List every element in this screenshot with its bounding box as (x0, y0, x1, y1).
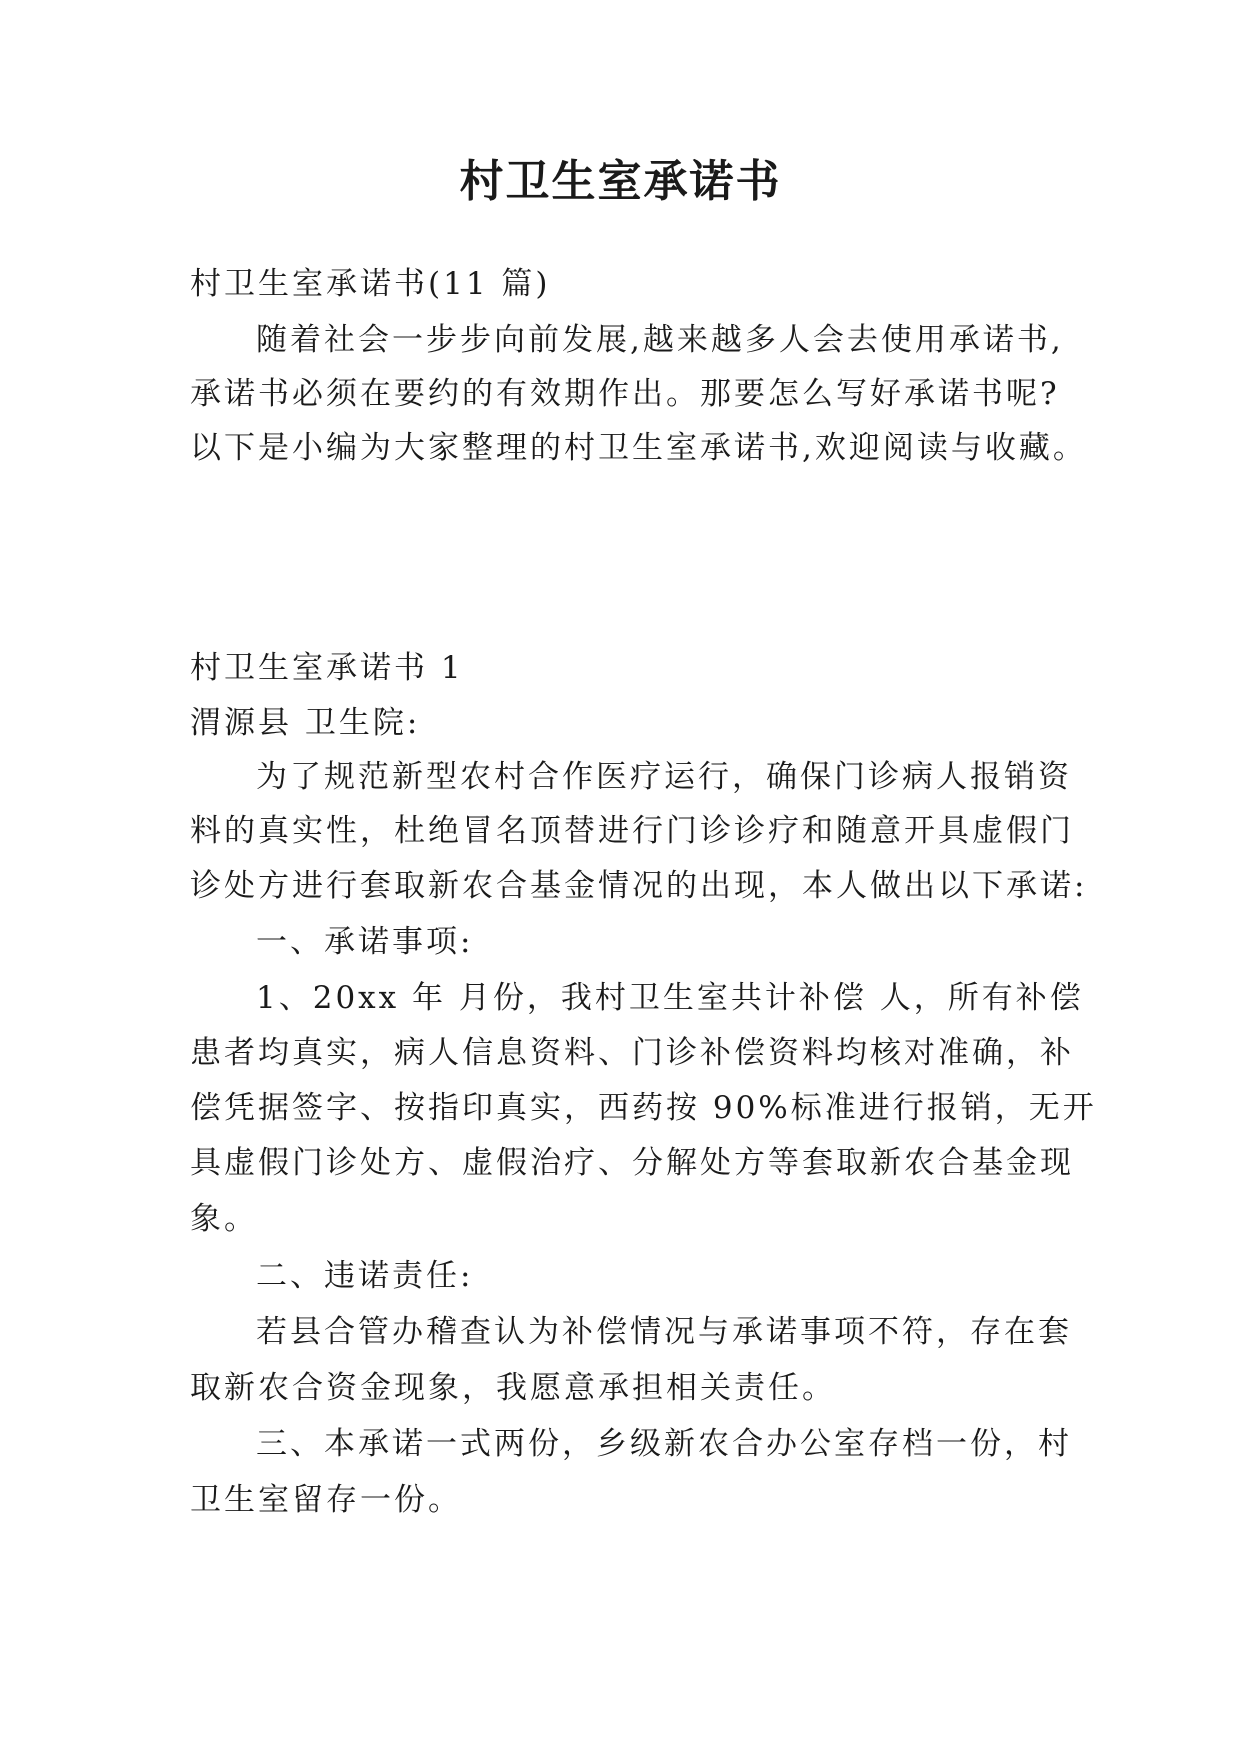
liability-line-2: 取新农合资金现象，我愿意承担相关责任。 (190, 1370, 836, 1406)
document-title: 村卫生室承诺书 (459, 156, 782, 207)
item-line-5: 象。 (190, 1201, 258, 1237)
section-heading: 村卫生室承诺书 1 (190, 650, 464, 686)
item-line-2: 患者均真实，病人信息资料、门诊补偿资料均核对准确，补 (190, 1035, 1074, 1071)
intro-line-2: 承诺书必须在要约的有效期作出。那要怎么写好承诺书呢? (190, 376, 1060, 412)
body-line-1: 为了规范新型农村合作医疗运行，确保门诊病人报销资 (256, 759, 1072, 795)
item-line-3: 偿凭据签字、按指印真实，西药按 90%标准进行报销，无开 (190, 1090, 1097, 1126)
item-heading-1: 一、承诺事项: (256, 924, 474, 960)
copies-line-1: 三、本承诺一式两份，乡级新农合办公室存档一份，村 (256, 1426, 1072, 1462)
item-line-1: 1、20xx 年 月份，我村卫生室共计补偿 人，所有补偿 (256, 980, 1084, 1016)
subtitle-line: 村卫生室承诺书(11 篇) (190, 266, 551, 302)
addressee-line: 渭源县 卫生院: (190, 705, 421, 741)
liability-line-1: 若县合管办稽查认为补偿情况与承诺事项不符，存在套 (256, 1314, 1072, 1350)
copies-line-2: 卫生室留存一份。 (190, 1482, 462, 1518)
item-heading-2: 二、违诺责任: (256, 1258, 474, 1294)
intro-line-3: 以下是小编为大家整理的村卫生室承诺书,欢迎阅读与收藏。 (190, 430, 1087, 466)
body-line-2: 料的真实性，杜绝冒名顶替进行门诊诊疗和随意开具虚假门 (190, 813, 1074, 849)
body-line-3: 诊处方进行套取新农合基金情况的出现，本人做出以下承诺: (190, 868, 1088, 904)
item-line-4: 具虚假门诊处方、虚假治疗、分解处方等套取新农合基金现 (190, 1145, 1074, 1181)
intro-line-1: 随着社会一步步向前发展,越来越多人会去使用承诺书, (256, 322, 1064, 358)
